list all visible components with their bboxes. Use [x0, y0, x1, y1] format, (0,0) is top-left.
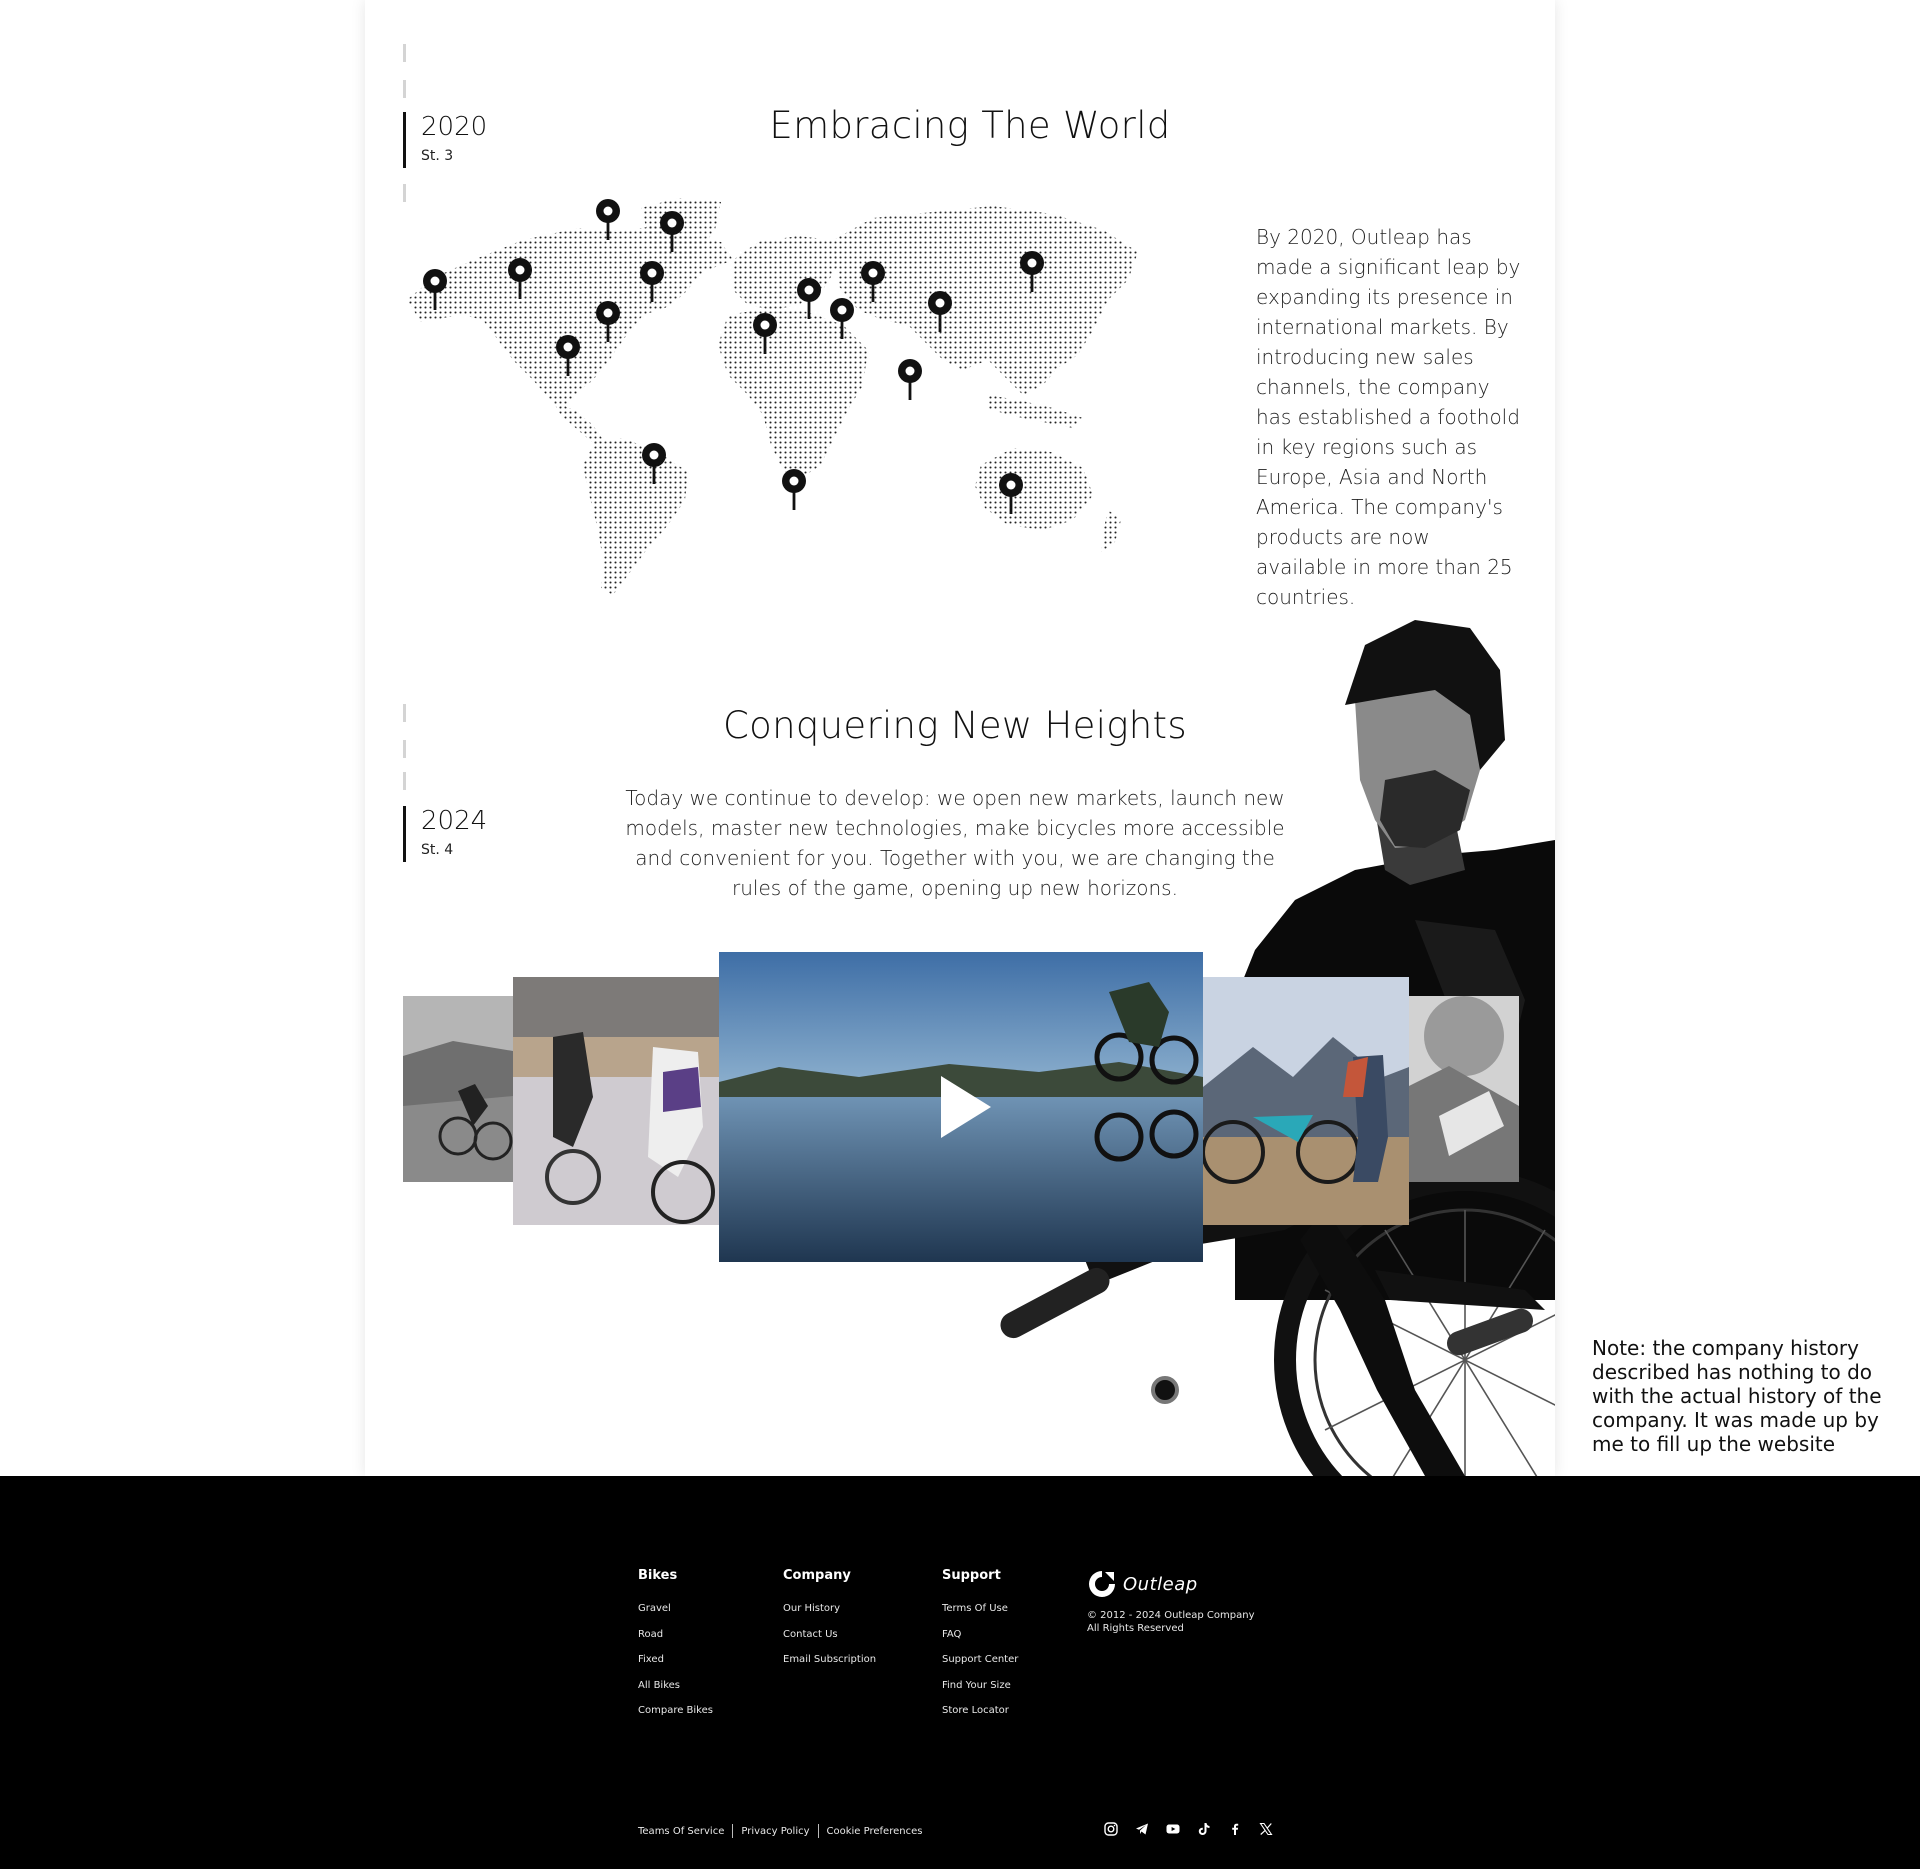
timeline-year: 2020 — [421, 112, 488, 142]
youtube-icon[interactable] — [1165, 1821, 1181, 1837]
legal-separator — [732, 1824, 733, 1838]
legal-link-cookie-preferences[interactable]: Cookie Preferences — [826, 1825, 923, 1837]
footer-link-gravel[interactable]: Gravel — [638, 1603, 671, 1614]
footer-link-all-bikes[interactable]: All Bikes — [638, 1679, 681, 1691]
history-card — [365, 0, 1555, 1476]
outleap-logo-icon — [1087, 1569, 1117, 1599]
timeline-dash — [403, 80, 406, 98]
footer-link-email-subscription[interactable]: Email Subscription — [783, 1654, 877, 1665]
gallery-image-racers[interactable] — [513, 977, 719, 1225]
gallery-image-mountain-bikepacker[interactable] — [1203, 977, 1409, 1225]
footer-link-our-history[interactable]: Our History — [783, 1603, 841, 1614]
footer-column-company — [783, 1568, 876, 1679]
featured-video[interactable] — [719, 952, 1203, 1262]
footer-link-compare-bikes[interactable]: Compare Bikes — [638, 1705, 713, 1716]
facebook-icon[interactable] — [1227, 1821, 1243, 1837]
legal-link-privacy-policy[interactable]: Privacy Policy — [741, 1825, 810, 1837]
footer-link-road[interactable]: Road — [638, 1628, 664, 1640]
timeline-stage: St. 4 — [421, 842, 454, 858]
instagram-icon[interactable] — [1103, 1821, 1119, 1837]
footer-link-faq[interactable]: FAQ — [942, 1628, 962, 1640]
gallery-image-cyclist-grey[interactable] — [403, 996, 513, 1182]
footer-heading: Support — [942, 1568, 1001, 1583]
site-footer — [0, 1476, 1920, 1869]
timeline-year: 2024 — [421, 806, 488, 836]
tiktok-icon[interactable] — [1196, 1821, 1212, 1837]
gallery-image-mechanic[interactable] — [1409, 996, 1519, 1182]
brand-name: Outleap — [1123, 1573, 1198, 1595]
footer-link-support-center[interactable]: Support Center — [942, 1654, 1019, 1665]
social-links — [1103, 1821, 1274, 1837]
section-text-world: By 2020, Outleap has made a significant leap by expanding its presence in international markets. By introducing new sales channels, the company has established a foothold in key regions such as Europe, Asia and North America. The company's products are now available in more than 25 countries. — [1256, 225, 1521, 609]
footer-link-terms-of-use[interactable]: Terms Of Use — [942, 1603, 1008, 1614]
timeline-marker-2024 — [403, 806, 487, 862]
footer-link-contact-us[interactable]: Contact Us — [783, 1628, 838, 1640]
timeline-dash — [403, 740, 406, 758]
section-text-heights: Today we continue to develop: we open new markets, launch new models, master new technologies, make bicycles more accessible and convenient for you. Together with you, we are changing the rules of the game, opening up new horizons. — [625, 786, 1285, 900]
world-map — [403, 190, 1143, 600]
copyright-text: © 2012 - 2024 Outleap Company All Rights Reserved — [1087, 1610, 1255, 1634]
play-icon[interactable] — [941, 1076, 991, 1138]
timeline-dash — [403, 772, 406, 790]
legal-link-terms-of-service[interactable]: Teams Of Service — [638, 1825, 725, 1837]
telegram-icon[interactable] — [1134, 1821, 1150, 1837]
footer-brand — [1087, 1569, 1267, 1635]
timeline-dash — [403, 704, 406, 722]
brand-logo[interactable] — [1087, 1569, 1267, 1599]
footer-column-support — [942, 1568, 1018, 1730]
x-icon[interactable] — [1258, 1821, 1274, 1837]
timeline-dash — [403, 44, 406, 62]
footer-link-find-your-size[interactable]: Find Your Size — [942, 1679, 1011, 1691]
footer-link-store-locator[interactable]: Store Locator — [942, 1705, 1009, 1716]
legal-links — [638, 1824, 922, 1838]
footer-link-fixed[interactable]: Fixed — [638, 1654, 664, 1665]
footer-heading: Bikes — [638, 1568, 678, 1583]
timeline-stage: St. 3 — [421, 148, 454, 164]
footer-heading: Company — [783, 1568, 851, 1583]
disclaimer-note: Note: the company history described has nothing to do with the actual history of the company. It was made up by me to fill up the website — [1592, 1336, 1882, 1456]
section-title-world: Embracing The World — [769, 104, 1171, 147]
timeline-marker-2020 — [403, 112, 487, 168]
legal-separator — [818, 1824, 819, 1838]
footer-column-bikes — [638, 1568, 713, 1730]
section-title-heights: Conquering New Heights — [723, 704, 1187, 747]
video-gallery — [403, 950, 1523, 1270]
